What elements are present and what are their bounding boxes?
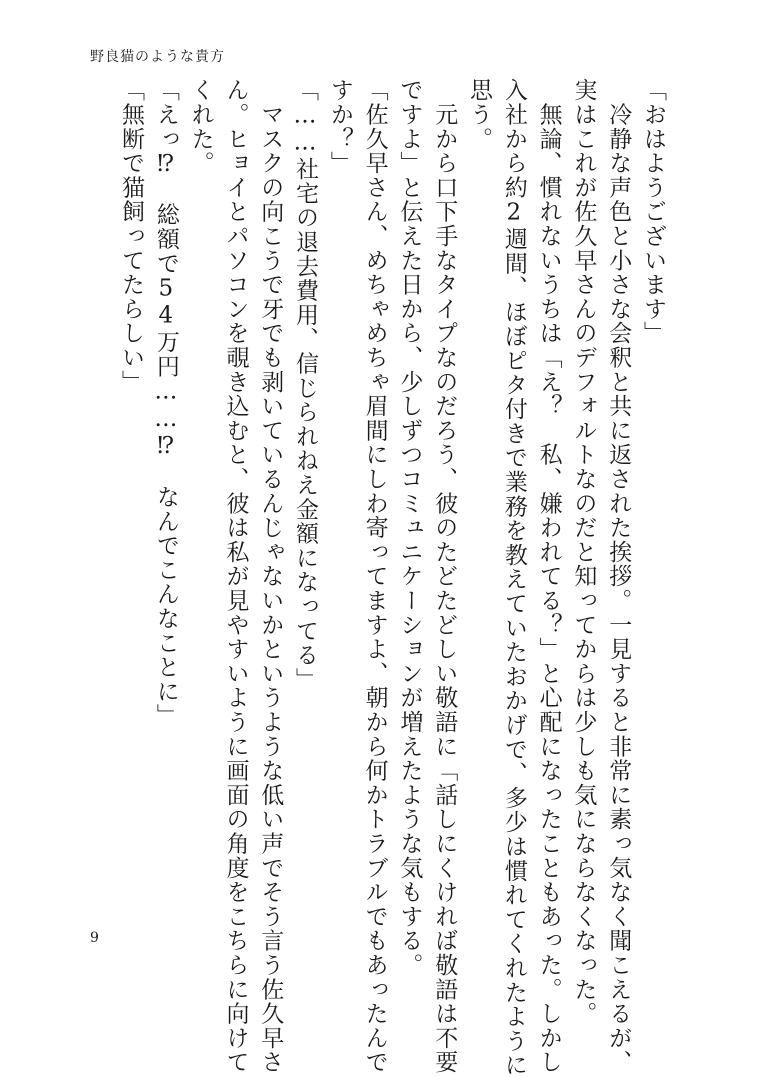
text-line: 「えっ⁉ 総額で54万円……⁉ なんでこんなことに」 xyxy=(152,78,179,728)
text-line: 「佐久早さん、めちゃめちゃ眉間にしわ寄ってますよ、朝から何かトラブルでもあったんで xyxy=(361,78,388,1075)
text-line: 元から口下手なタイプなのだろう、彼のたどたどしい敬語に「話しにくければ敬語は不要 xyxy=(431,78,458,1075)
text-line: 「おはようございます」 xyxy=(640,78,666,346)
text-line: くれた。 xyxy=(187,78,214,176)
text-line: 「……社宅の退去費用、信じられねえ金額になってる」 xyxy=(292,78,319,692)
text-line: ん。ヒョイとパソコンを覗き込むと、彼は私が見やすいように画面の角度をこちらに向けて xyxy=(222,78,249,1075)
text-line: マスクの向こうで牙でも剥いているんじゃないかというような低い声でそう言う佐久早さ xyxy=(257,78,284,1075)
text-line: 入社から約2週間、ほぼピタ付きで業務を教えていたおかげで、多少は慣れてくれたように xyxy=(500,78,527,1077)
vertical-body-text xyxy=(113,78,670,1077)
page-number: 9 xyxy=(90,930,99,946)
text-line: 無論、慣れないうちは「え？ 私、嫌われてる？」と心配になったこともあった。しかし xyxy=(535,78,562,1075)
text-line: ですよ」と伝えた日から、少しずつコミュニケーションが増えたような気もする。 xyxy=(396,78,423,978)
text-line: 冷静な声色と小さな会釈と共に返された挨拶。一見すると非常に素っ気なく聞こえるが、 xyxy=(605,78,632,1075)
text-line: 実はこれが佐久早さんのデフォルトなのだと知ってからは少しも気にならなくなった。 xyxy=(570,78,597,1026)
text-line: すか？」 xyxy=(326,78,353,176)
text-line: 「無断で猫飼ってたらしい」 xyxy=(118,78,145,394)
running-title: 野良猫のような貴方 xyxy=(90,49,225,65)
text-line: 思う。 xyxy=(466,78,493,151)
